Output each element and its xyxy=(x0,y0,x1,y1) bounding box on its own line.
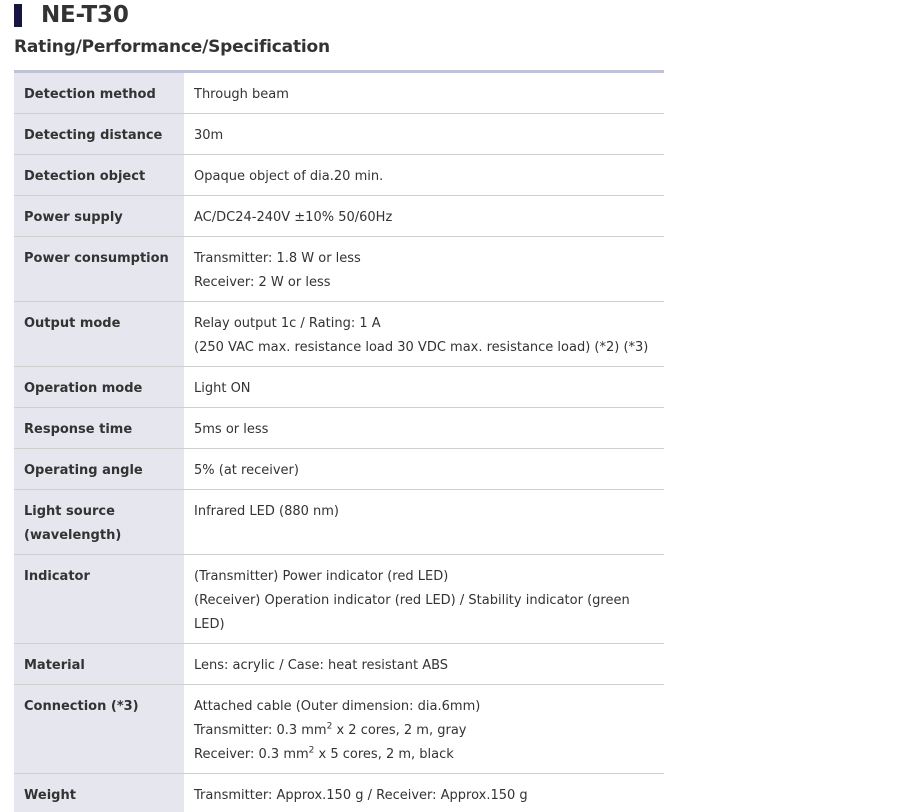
spec-value-text: x 2 cores, 2 m, gray xyxy=(332,723,467,738)
spec-value xyxy=(184,685,664,774)
spec-value-line: Attached cable (Outer dimension: dia.6mm) xyxy=(194,699,481,714)
spec-value xyxy=(184,302,664,367)
spec-label: Power supply xyxy=(14,196,184,237)
spec-value xyxy=(184,555,664,644)
spec-value-line: 5% (at receiver) xyxy=(194,463,299,478)
spec-value-line: Opaque object of dia.20 min. xyxy=(194,169,384,184)
spec-value-line: 5ms or less xyxy=(194,422,269,437)
spec-label xyxy=(14,490,184,555)
spec-value xyxy=(184,367,664,408)
spec-value xyxy=(184,449,664,490)
spec-value-line: (Transmitter) Power indicator (red LED) xyxy=(194,569,449,584)
title-row xyxy=(14,0,129,30)
spec-label: Power consumption xyxy=(14,237,184,302)
spec-label-line: Light source xyxy=(24,504,115,519)
spec-value-line: 30m xyxy=(194,128,224,143)
spec-value xyxy=(184,114,664,155)
superscript: 2 xyxy=(326,721,333,732)
section-heading: Rating/Performance/Specification xyxy=(14,37,330,57)
spec-value xyxy=(184,408,664,449)
spec-table xyxy=(14,70,664,812)
spec-value xyxy=(184,237,664,302)
spec-row-indicator xyxy=(14,555,664,644)
spec-value xyxy=(184,644,664,685)
spec-row-weight xyxy=(14,774,664,812)
spec-value xyxy=(184,155,664,196)
spec-value-line: Light ON xyxy=(194,381,251,396)
spec-label-line: (wavelength) xyxy=(24,528,122,543)
spec-label: Operation mode xyxy=(14,367,184,408)
spec-value-line: (250 VAC max. resistance load 30 VDC max. resistance load) (*2) (*3) xyxy=(194,340,649,355)
spec-value-line xyxy=(194,743,654,767)
spec-label: Operating angle xyxy=(14,449,184,490)
spec-row-connection xyxy=(14,685,664,774)
page-title: NE-T30 xyxy=(41,2,129,28)
spec-row-detection-method xyxy=(14,72,664,114)
spec-value xyxy=(184,490,664,555)
spec-value-text: Transmitter: 0.3 mm xyxy=(194,723,327,738)
spec-value-line: Lens: acrylic / Case: heat resistant ABS xyxy=(194,658,449,673)
spec-label: Response time xyxy=(14,408,184,449)
spec-label: Material xyxy=(14,644,184,685)
spec-row-operating-angle xyxy=(14,449,664,490)
spec-row-power-consumption xyxy=(14,237,664,302)
spec-row-detecting-distance xyxy=(14,114,664,155)
spec-value-line: Receiver: 2 W or less xyxy=(194,275,331,290)
spec-label: Connection (*3) xyxy=(14,685,184,774)
spec-value-line: AC/DC24-240V ±10% 50/60Hz xyxy=(194,210,393,225)
spec-label: Detection method xyxy=(14,72,184,114)
spec-value-text: Receiver: 0.3 mm xyxy=(194,747,309,762)
spec-value-line: Infrared LED (880 nm) xyxy=(194,504,339,519)
spec-label: Indicator xyxy=(14,555,184,644)
spec-value xyxy=(184,196,664,237)
spec-label: Detecting distance xyxy=(14,114,184,155)
spec-label: Weight xyxy=(14,774,184,812)
spec-value-text: x 5 cores, 2 m, black xyxy=(314,747,454,762)
spec-value-line: Transmitter: Approx.150 g / Receiver: Approx.150 g xyxy=(194,788,528,803)
spec-value-line: (Receiver) Operation indicator (red LED) / Stability indicator (green xyxy=(194,593,630,608)
spec-value xyxy=(184,774,664,812)
spec-value-line xyxy=(194,719,654,743)
spec-value-line: Through beam xyxy=(194,87,289,102)
spec-row-operation-mode xyxy=(14,367,664,408)
title-accent-bar xyxy=(14,4,22,27)
spec-row-power-supply xyxy=(14,196,664,237)
spec-row-detection-object xyxy=(14,155,664,196)
spec-row-material xyxy=(14,644,664,685)
spec-label: Detection object xyxy=(14,155,184,196)
spec-row-light-source xyxy=(14,490,664,555)
spec-row-output-mode xyxy=(14,302,664,367)
spec-label: Output mode xyxy=(14,302,184,367)
spec-value xyxy=(184,72,664,114)
spec-value-line: Relay output 1c / Rating: 1 A xyxy=(194,316,381,331)
spec-value-line: Transmitter: 1.8 W or less xyxy=(194,251,361,266)
spec-value-line: LED) xyxy=(194,617,225,632)
superscript: 2 xyxy=(308,745,315,756)
spec-row-response-time xyxy=(14,408,664,449)
